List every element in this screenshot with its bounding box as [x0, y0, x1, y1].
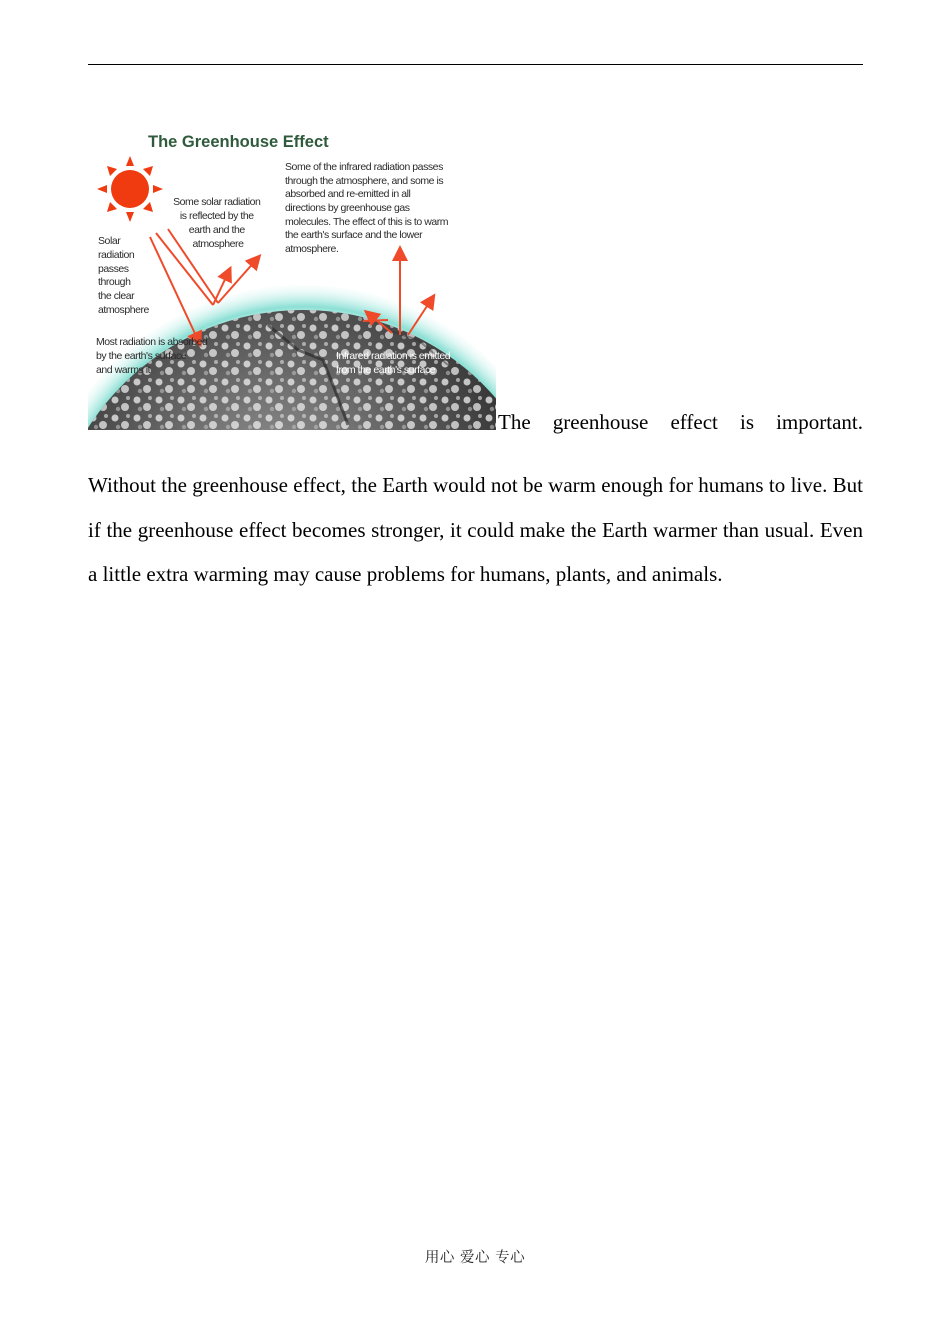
page-footer: 用心 爱心 专心	[424, 1250, 526, 1266]
header-rule	[88, 64, 863, 65]
greenhouse-effect-diagram	[88, 125, 496, 430]
greenhouse-effect-figure	[88, 125, 496, 430]
figure-title: The Greenhouse Effect	[148, 133, 329, 151]
label-infrared-passes: Some of the infrared radiation passes through the atmosphere, and some is absorbed and re-emitted in all directions by greenhouse gas molecules. The effect of this is to warm the earth's surface and the lower atmosphere.	[285, 161, 449, 255]
label-absorbed: Most radiation is absorbed by the earth's surface and warms it	[96, 336, 208, 376]
label-emitted: Infrared radiation is emitted from the earth's surface	[336, 350, 451, 376]
paragraph-first-line: The greenhouse effect is important.	[498, 410, 863, 434]
label-solar-passes: Solar radiation passes through the clear atmosphere	[98, 235, 149, 316]
paragraph-body: Without the greenhouse effect, the Earth would not be warm enough for humans to live. But if the greenhouse effect becomes stronger, it could make the Earth warmer than usual. Even a little extra warming may cause problems for humans, plants, and animals.	[88, 473, 863, 587]
label-reflected: Some solar radiation is reflected by the earth and the atmosphere	[173, 196, 261, 250]
sun-icon	[97, 156, 163, 222]
